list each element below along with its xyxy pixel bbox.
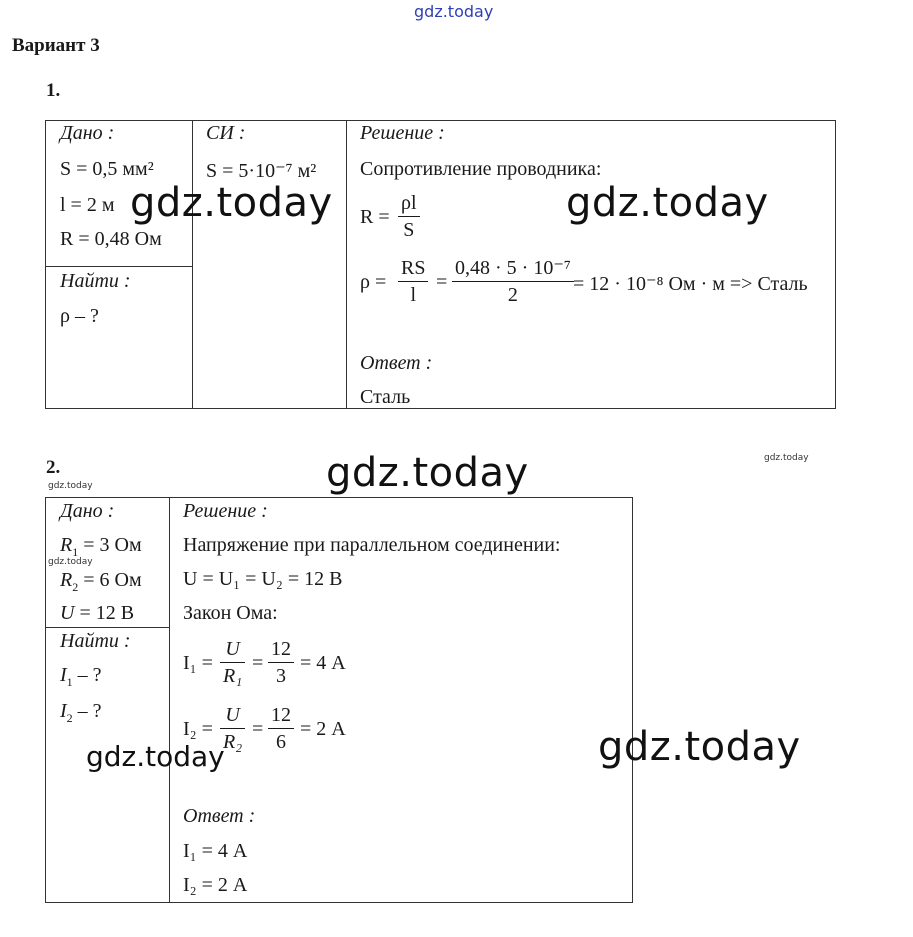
p2-find-header: Найти : bbox=[60, 630, 131, 652]
denominator: S bbox=[403, 219, 415, 241]
watermark: gdz.today bbox=[130, 180, 333, 226]
p1-find-line: ρ – ? bbox=[60, 305, 99, 327]
p1-formula2-result: = 12 · 10⁻⁸ Ом · м => Сталь bbox=[573, 273, 808, 295]
p2-given-line: U = 12 В bbox=[60, 602, 135, 624]
p2-eq2-lhs: I₂ = bbox=[183, 718, 213, 740]
denominator: 2 bbox=[507, 284, 518, 306]
p1-formula1-lhs: R = bbox=[360, 206, 390, 228]
p1-solution-header: Решение : bbox=[360, 122, 445, 144]
numerator: 12 bbox=[271, 704, 291, 726]
p2-find-line: $I_2$ – ? bbox=[60, 700, 102, 725]
p1-formula2-eq: = bbox=[436, 271, 448, 293]
watermark: gdz.today bbox=[598, 724, 801, 770]
p1-si-header: СИ : bbox=[206, 122, 246, 144]
p2-given-line: $R_1 = 3$ Ом bbox=[60, 534, 142, 559]
p1-given-line: R = 0,48 Ом bbox=[60, 228, 162, 250]
p1-si-line: S = 5·10⁻⁷ м² bbox=[206, 160, 317, 182]
p2-eq1-result: = 4 А bbox=[300, 652, 346, 674]
denominator: R₂ bbox=[223, 731, 243, 753]
numerator: ρl bbox=[401, 192, 417, 214]
p1-given-line: l = 2 м bbox=[60, 194, 115, 216]
p2-eq1-eq: = bbox=[252, 652, 264, 674]
p1-solution-text: Сопротивление проводника: bbox=[360, 158, 602, 180]
watermark: gdz.today bbox=[326, 450, 529, 496]
numerator: U bbox=[225, 638, 240, 660]
watermark: gdz.today bbox=[566, 180, 769, 226]
numerator: RS bbox=[401, 257, 426, 279]
p1-given-header: Дано : bbox=[60, 122, 115, 144]
numerator: 0,48 · 5 · 10⁻⁷ bbox=[455, 257, 571, 279]
p2-solution-header: Решение : bbox=[183, 500, 268, 522]
p2-law-title: Закон Ома: bbox=[183, 602, 278, 624]
p1-formula2-lhs: ρ = bbox=[360, 271, 387, 293]
watermark-top: gdz.today bbox=[414, 2, 494, 21]
p2-eq2-result: = 2 А bbox=[300, 718, 346, 740]
p2-eq1-fraction1 bbox=[220, 636, 245, 689]
denominator: l bbox=[410, 284, 417, 306]
denominator: 6 bbox=[276, 731, 286, 753]
p2-answer-line: I₁ = 4 А bbox=[183, 840, 248, 862]
p2-given-line: $R_2 = 6$ Ом bbox=[60, 569, 142, 594]
numerator: 12 bbox=[271, 638, 291, 660]
problem2-number: 2. bbox=[46, 457, 61, 478]
p2-eq1-lhs: I₁ = bbox=[183, 652, 213, 674]
denominator: R₁ bbox=[223, 665, 243, 687]
p2-solution-text: Напряжение при параллельном соединении: bbox=[183, 534, 561, 556]
watermark-small: gdz.today bbox=[48, 481, 93, 491]
page-title: Вариант 3 bbox=[12, 35, 100, 56]
watermark: gdz.today bbox=[86, 740, 225, 773]
p1-formula1-fraction bbox=[398, 190, 420, 243]
p1-answer-header: Ответ : bbox=[360, 352, 433, 374]
denominator: 3 bbox=[276, 665, 286, 687]
problem1-number: 1. bbox=[46, 80, 61, 101]
watermark-small: gdz.today bbox=[48, 557, 93, 567]
watermark-small: gdz.today bbox=[764, 453, 809, 463]
p1-formula2-fraction2 bbox=[452, 255, 574, 308]
p2-voltage-line: U = U₁ = U₂ = 12 В bbox=[183, 568, 343, 590]
p2-eq2-fraction2 bbox=[268, 702, 294, 755]
p1-given-line: S = 0,5 мм² bbox=[60, 158, 154, 180]
p1-answer: Сталь bbox=[360, 386, 411, 408]
p1-formula2-fraction1 bbox=[398, 255, 428, 308]
p1-find-header: Найти : bbox=[60, 270, 131, 292]
p2-given-header: Дано : bbox=[60, 500, 115, 522]
p2-find-line: $I_1$ – ? bbox=[60, 664, 102, 689]
p2-answer-header: Ответ : bbox=[183, 805, 256, 827]
p2-eq1-fraction2 bbox=[268, 636, 294, 689]
p2-eq2-eq: = bbox=[252, 718, 264, 740]
p2-answer-line: I₂ = 2 А bbox=[183, 874, 248, 896]
numerator: U bbox=[225, 704, 240, 726]
